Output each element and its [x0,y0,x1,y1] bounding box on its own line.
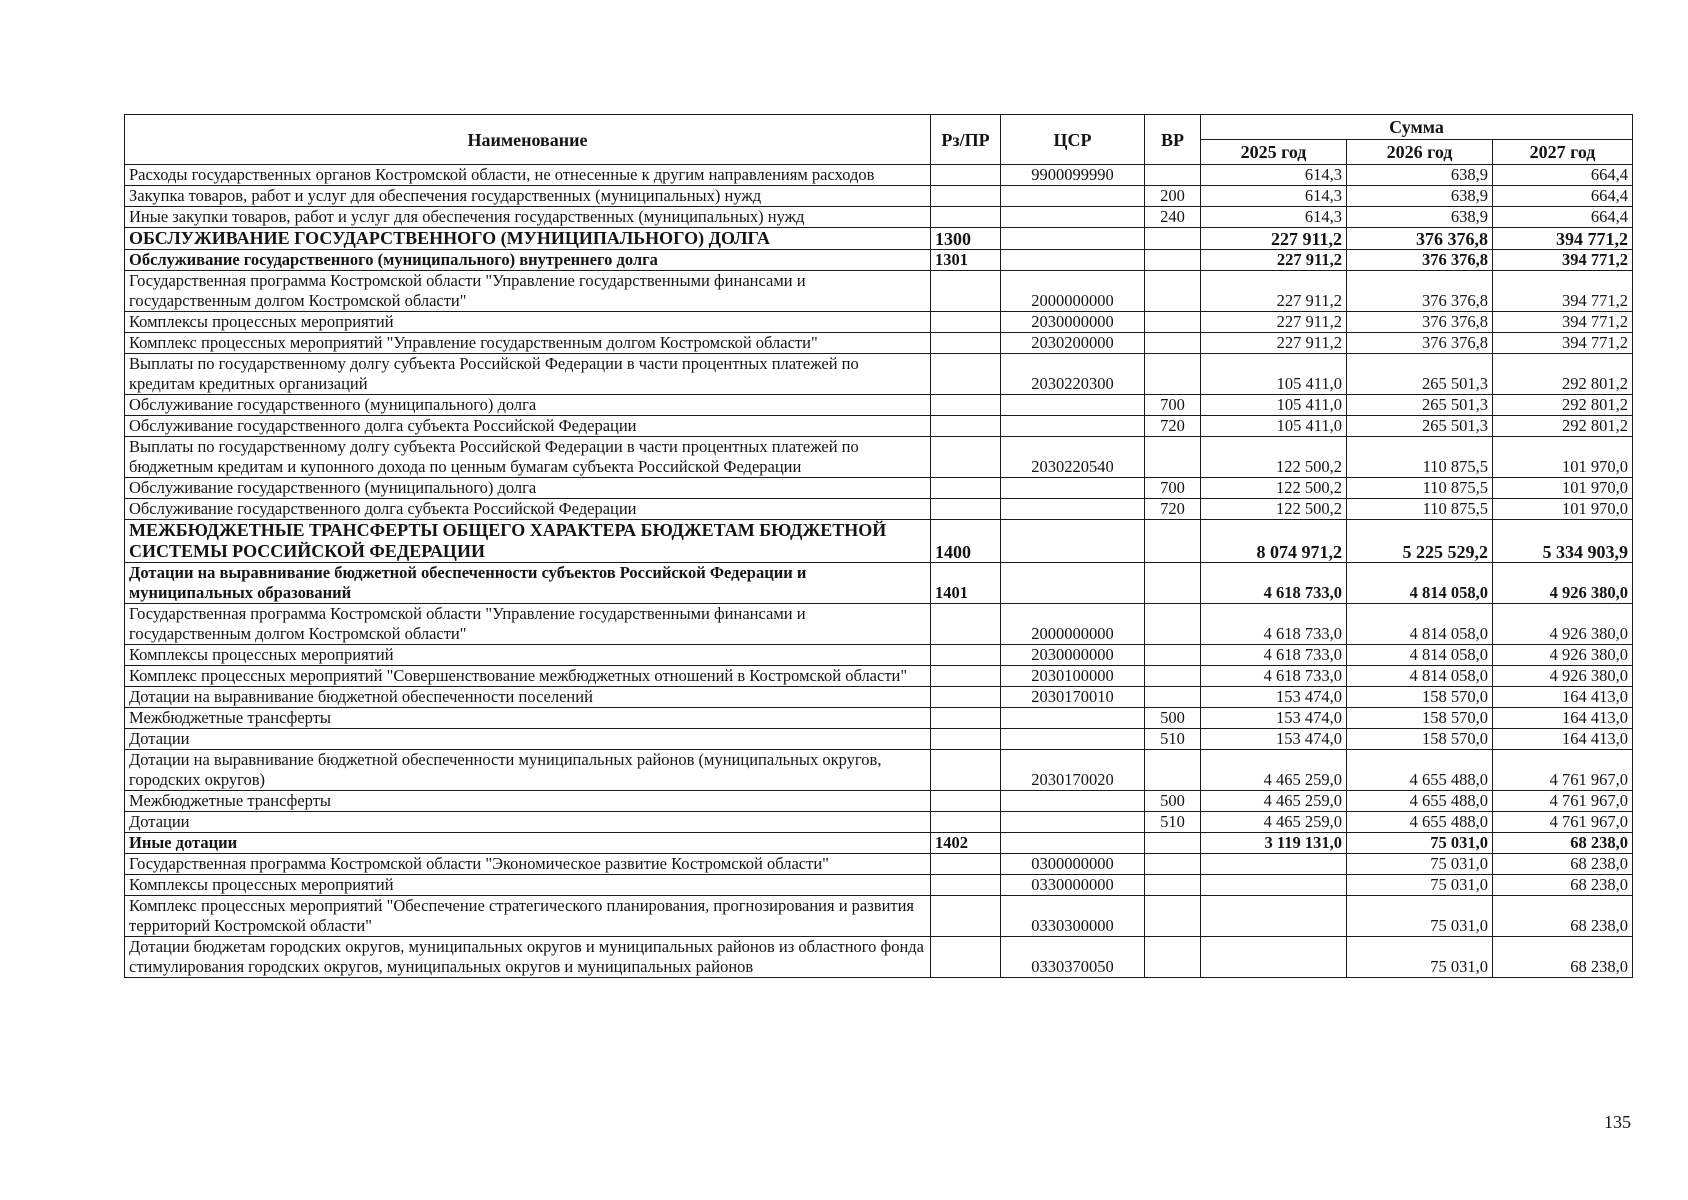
header-csr: ЦСР [1001,115,1145,165]
table-row [125,250,1633,271]
row-sum-2026: 4 814 058,0 [1347,645,1493,666]
row-sum-2027: 664,4 [1493,186,1633,207]
row-vr [1145,645,1201,666]
row-sum-2027: 394 771,2 [1493,271,1633,312]
row-name: Иные закупки товаров, работ и услуг для обеспечения государственных (муниципальных) нужд [125,207,931,228]
row-csr: 2030200000 [1001,333,1145,354]
table-row [125,395,1633,416]
row-sum-2026: 4 814 058,0 [1347,604,1493,645]
row-sum-2026: 110 875,5 [1347,478,1493,499]
header-rz-pr: Рз/ПР [931,115,1001,165]
row-rz-pr [931,271,1001,312]
row-rz-pr [931,186,1001,207]
header-name: Наименование [125,115,931,165]
row-sum-2026: 4 814 058,0 [1347,666,1493,687]
row-sum-2027: 164 413,0 [1493,687,1633,708]
row-rz-pr [931,666,1001,687]
row-sum-2027: 5 334 903,9 [1493,520,1633,563]
table-row [125,708,1633,729]
row-rz-pr [931,312,1001,333]
row-name: Дотации на выравнивание бюджетной обеспеченности субъектов Российской Федерации и муниципальных образований [125,563,931,604]
row-sum-2027: 394 771,2 [1493,312,1633,333]
row-name: Расходы государственных органов Костромской области, не отнесенные к другим направлениям расходов [125,165,931,186]
row-vr [1145,854,1201,875]
row-name: Комплекс процессных мероприятий "Обеспечение стратегического планирования, прогнозирования и развития территорий Костромской области" [125,896,931,937]
row-sum-2027: 68 238,0 [1493,875,1633,896]
row-csr: 2030220540 [1001,437,1145,478]
row-sum-2027: 4 926 380,0 [1493,666,1633,687]
row-vr [1145,875,1201,896]
row-sum-2027: 292 801,2 [1493,354,1633,395]
row-vr [1145,165,1201,186]
row-csr: 0330370050 [1001,937,1145,978]
row-vr: 500 [1145,791,1201,812]
row-csr: 2000000000 [1001,271,1145,312]
row-sum-2025: 4 618 733,0 [1201,645,1347,666]
row-sum-2026: 376 376,8 [1347,271,1493,312]
row-vr [1145,312,1201,333]
table-row [125,354,1633,395]
row-rz-pr: 1402 [931,833,1001,854]
row-vr [1145,666,1201,687]
row-vr [1145,250,1201,271]
row-csr: 2000000000 [1001,604,1145,645]
row-sum-2025: 122 500,2 [1201,478,1347,499]
table-row [125,729,1633,750]
row-csr [1001,250,1145,271]
row-name: Комплексы процессных мероприятий [125,312,931,333]
row-rz-pr [931,812,1001,833]
row-vr: 720 [1145,499,1201,520]
table-row [125,563,1633,604]
row-sum-2027: 394 771,2 [1493,333,1633,354]
header-year-2025: 2025 год [1201,140,1347,165]
row-sum-2027: 164 413,0 [1493,729,1633,750]
header-vr: ВР [1145,115,1201,165]
row-rz-pr [931,604,1001,645]
row-rz-pr [931,875,1001,896]
row-csr [1001,228,1145,250]
row-sum-2026: 110 875,5 [1347,499,1493,520]
row-sum-2027: 4 926 380,0 [1493,604,1633,645]
table-row [125,896,1633,937]
row-name: Государственная программа Костромской области "Управление государственными финансами и государственным долгом Костромской области" [125,271,931,312]
row-sum-2026: 638,9 [1347,165,1493,186]
row-sum-2025: 4 465 259,0 [1201,750,1347,791]
row-sum-2027: 68 238,0 [1493,854,1633,875]
row-sum-2026: 158 570,0 [1347,687,1493,708]
row-sum-2026: 265 501,3 [1347,395,1493,416]
row-sum-2026: 376 376,8 [1347,228,1493,250]
row-name: Комплексы процессных мероприятий [125,645,931,666]
row-sum-2027: 394 771,2 [1493,250,1633,271]
row-sum-2027: 164 413,0 [1493,708,1633,729]
row-rz-pr [931,750,1001,791]
table-row [125,312,1633,333]
row-sum-2025: 614,3 [1201,207,1347,228]
row-csr [1001,708,1145,729]
row-sum-2027: 101 970,0 [1493,437,1633,478]
row-sum-2025: 614,3 [1201,165,1347,186]
table-row [125,520,1633,563]
row-csr [1001,812,1145,833]
row-sum-2027: 394 771,2 [1493,228,1633,250]
row-rz-pr [931,687,1001,708]
table-row [125,499,1633,520]
row-sum-2026: 75 031,0 [1347,875,1493,896]
table-row [125,645,1633,666]
row-sum-2026: 158 570,0 [1347,708,1493,729]
row-sum-2026: 376 376,8 [1347,312,1493,333]
row-rz-pr [931,896,1001,937]
row-name: Обслуживание государственного (муниципального) внутреннего долга [125,250,931,271]
row-vr: 720 [1145,416,1201,437]
row-csr [1001,520,1145,563]
row-csr: 2030170010 [1001,687,1145,708]
row-sum-2026: 75 031,0 [1347,937,1493,978]
row-sum-2025: 153 474,0 [1201,708,1347,729]
row-rz-pr [931,645,1001,666]
row-csr: 0330300000 [1001,896,1145,937]
row-name: ОБСЛУЖИВАНИЕ ГОСУДАРСТВЕННОГО (МУНИЦИПАЛЬНОГО) ДОЛГА [125,228,931,250]
row-sum-2027: 4 761 967,0 [1493,812,1633,833]
row-rz-pr [931,937,1001,978]
row-name: Дотации [125,812,931,833]
row-sum-2026: 75 031,0 [1347,854,1493,875]
row-sum-2027: 4 761 967,0 [1493,750,1633,791]
table-row [125,416,1633,437]
row-sum-2027: 292 801,2 [1493,416,1633,437]
header-year-2027: 2027 год [1493,140,1633,165]
row-csr [1001,499,1145,520]
row-rz-pr [931,333,1001,354]
table-row [125,437,1633,478]
row-rz-pr [931,791,1001,812]
row-name: Дотации на выравнивание бюджетной обеспеченности муниципальных районов (муниципальных округов, городских округов) [125,750,931,791]
row-csr: 2030100000 [1001,666,1145,687]
row-sum-2026: 638,9 [1347,186,1493,207]
row-csr [1001,563,1145,604]
row-sum-2026: 4 655 488,0 [1347,812,1493,833]
table-row [125,228,1633,250]
row-rz-pr: 1401 [931,563,1001,604]
row-vr: 510 [1145,729,1201,750]
row-name: Выплаты по государственному долгу субъекта Российской Федерации в части процентных платежей по кредитам кредитных организаций [125,354,931,395]
row-sum-2026: 265 501,3 [1347,416,1493,437]
table-row [125,207,1633,228]
row-sum-2025 [1201,875,1347,896]
table-row [125,937,1633,978]
row-csr: 9900099990 [1001,165,1145,186]
row-sum-2025 [1201,854,1347,875]
row-sum-2025: 4 465 259,0 [1201,812,1347,833]
row-sum-2027: 4 926 380,0 [1493,645,1633,666]
row-sum-2025: 4 618 733,0 [1201,666,1347,687]
table-row [125,271,1633,312]
table-row [125,666,1633,687]
row-sum-2027: 101 970,0 [1493,499,1633,520]
row-vr [1145,687,1201,708]
row-vr: 510 [1145,812,1201,833]
row-vr [1145,271,1201,312]
row-sum-2027: 292 801,2 [1493,395,1633,416]
table-row [125,812,1633,833]
row-sum-2025: 4 618 733,0 [1201,604,1347,645]
row-name: Дотации на выравнивание бюджетной обеспеченности поселений [125,687,931,708]
table-row [125,750,1633,791]
row-sum-2026: 110 875,5 [1347,437,1493,478]
table-row [125,478,1633,499]
row-vr [1145,896,1201,937]
row-vr: 500 [1145,708,1201,729]
row-name: Дотации бюджетам городских округов, муниципальных округов и муниципальных районов из областного фонда стимулирования городских округов, муниципальных округов и муниципальных районов [125,937,931,978]
table-row [125,875,1633,896]
row-csr [1001,833,1145,854]
row-sum-2025: 227 911,2 [1201,250,1347,271]
row-sum-2026: 4 655 488,0 [1347,791,1493,812]
row-rz-pr [931,437,1001,478]
row-vr: 240 [1145,207,1201,228]
row-rz-pr [931,207,1001,228]
row-sum-2025: 227 911,2 [1201,333,1347,354]
row-sum-2026: 5 225 529,2 [1347,520,1493,563]
table-row [125,854,1633,875]
row-sum-2026: 265 501,3 [1347,354,1493,395]
row-csr [1001,186,1145,207]
row-sum-2025: 8 074 971,2 [1201,520,1347,563]
row-name: Комплекс процессных мероприятий "Совершенствование межбюджетных отношений в Костромской области" [125,666,931,687]
row-name: Комплексы процессных мероприятий [125,875,931,896]
row-sum-2025: 105 411,0 [1201,395,1347,416]
row-name: Комплекс процессных мероприятий "Управление государственным долгом Костромской области" [125,333,931,354]
row-sum-2026: 4 814 058,0 [1347,563,1493,604]
row-rz-pr [931,416,1001,437]
row-rz-pr [931,478,1001,499]
row-sum-2025 [1201,896,1347,937]
row-name: Государственная программа Костромской области "Управление государственными финансами и государственным долгом Костромской области" [125,604,931,645]
row-sum-2025: 122 500,2 [1201,499,1347,520]
row-vr [1145,520,1201,563]
row-sum-2027: 68 238,0 [1493,833,1633,854]
table-row [125,791,1633,812]
row-vr [1145,228,1201,250]
row-csr [1001,791,1145,812]
row-sum-2025: 153 474,0 [1201,687,1347,708]
row-rz-pr [931,395,1001,416]
row-csr [1001,395,1145,416]
row-vr [1145,333,1201,354]
row-csr [1001,729,1145,750]
row-sum-2025 [1201,937,1347,978]
row-sum-2025: 105 411,0 [1201,416,1347,437]
row-csr: 0330000000 [1001,875,1145,896]
row-sum-2026: 158 570,0 [1347,729,1493,750]
table-row [125,687,1633,708]
row-sum-2025: 614,3 [1201,186,1347,207]
row-name: Обслуживание государственного (муниципального) долга [125,395,931,416]
row-sum-2027: 68 238,0 [1493,937,1633,978]
header-sum: Сумма [1201,115,1633,140]
row-csr: 2030220300 [1001,354,1145,395]
row-vr [1145,604,1201,645]
row-vr: 200 [1145,186,1201,207]
row-name: Закупка товаров, работ и услуг для обеспечения государственных (муниципальных) нужд [125,186,931,207]
row-sum-2025: 122 500,2 [1201,437,1347,478]
row-vr [1145,563,1201,604]
row-sum-2027: 101 970,0 [1493,478,1633,499]
row-rz-pr [931,854,1001,875]
page-number: 135 [1604,1112,1631,1132]
row-sum-2026: 75 031,0 [1347,896,1493,937]
header-year-2026: 2026 год [1347,140,1493,165]
row-csr [1001,207,1145,228]
row-name: Обслуживание государственного долга субъекта Российской Федерации [125,499,931,520]
row-vr [1145,354,1201,395]
table-row [125,833,1633,854]
row-sum-2025: 227 911,2 [1201,312,1347,333]
table-body [125,165,1633,978]
row-vr: 700 [1145,478,1201,499]
row-vr [1145,750,1201,791]
row-rz-pr: 1300 [931,228,1001,250]
row-sum-2027: 68 238,0 [1493,896,1633,937]
row-rz-pr [931,729,1001,750]
row-sum-2025: 4 618 733,0 [1201,563,1347,604]
row-sum-2026: 638,9 [1347,207,1493,228]
row-vr [1145,937,1201,978]
table-row [125,186,1633,207]
row-name: Выплаты по государственному долгу субъекта Российской Федерации в части процентных платежей по бюджетным кредитам и купонного дохода по ценным бумагам субъекта Российской Федерации [125,437,931,478]
row-name: Межбюджетные трансферты [125,791,931,812]
row-vr [1145,833,1201,854]
row-sum-2025: 153 474,0 [1201,729,1347,750]
row-csr: 2030000000 [1001,645,1145,666]
table-row [125,604,1633,645]
row-rz-pr [931,165,1001,186]
table-row [125,333,1633,354]
row-sum-2027: 4 926 380,0 [1493,563,1633,604]
row-vr: 700 [1145,395,1201,416]
row-rz-pr [931,354,1001,395]
row-vr [1145,437,1201,478]
row-sum-2027: 4 761 967,0 [1493,791,1633,812]
row-sum-2025: 227 911,2 [1201,271,1347,312]
row-sum-2025: 105 411,0 [1201,354,1347,395]
row-rz-pr: 1301 [931,250,1001,271]
row-csr [1001,416,1145,437]
table-header [125,115,1633,165]
row-name: Дотации [125,729,931,750]
row-sum-2026: 376 376,8 [1347,333,1493,354]
row-name: Межбюджетные трансферты [125,708,931,729]
row-sum-2027: 664,4 [1493,165,1633,186]
row-csr: 2030170020 [1001,750,1145,791]
row-csr [1001,478,1145,499]
row-name: МЕЖБЮДЖЕТНЫЕ ТРАНСФЕРТЫ ОБЩЕГО ХАРАКТЕРА БЮДЖЕТАМ БЮДЖЕТНОЙ СИСТЕМЫ РОССИЙСКОЙ ФЕДЕРАЦИИ [125,520,931,563]
row-rz-pr [931,708,1001,729]
row-sum-2025: 3 119 131,0 [1201,833,1347,854]
row-sum-2027: 664,4 [1493,207,1633,228]
row-name: Обслуживание государственного (муниципального) долга [125,478,931,499]
row-sum-2026: 376 376,8 [1347,250,1493,271]
row-csr: 2030000000 [1001,312,1145,333]
row-sum-2026: 4 655 488,0 [1347,750,1493,791]
row-name: Иные дотации [125,833,931,854]
table-row [125,165,1633,186]
row-sum-2025: 227 911,2 [1201,228,1347,250]
row-name: Государственная программа Костромской области "Экономическое развитие Костромской области" [125,854,931,875]
budget-table [124,114,1633,978]
row-name: Обслуживание государственного долга субъекта Российской Федерации [125,416,931,437]
row-rz-pr [931,499,1001,520]
row-csr: 0300000000 [1001,854,1145,875]
row-rz-pr: 1400 [931,520,1001,563]
row-sum-2025: 4 465 259,0 [1201,791,1347,812]
row-sum-2026: 75 031,0 [1347,833,1493,854]
